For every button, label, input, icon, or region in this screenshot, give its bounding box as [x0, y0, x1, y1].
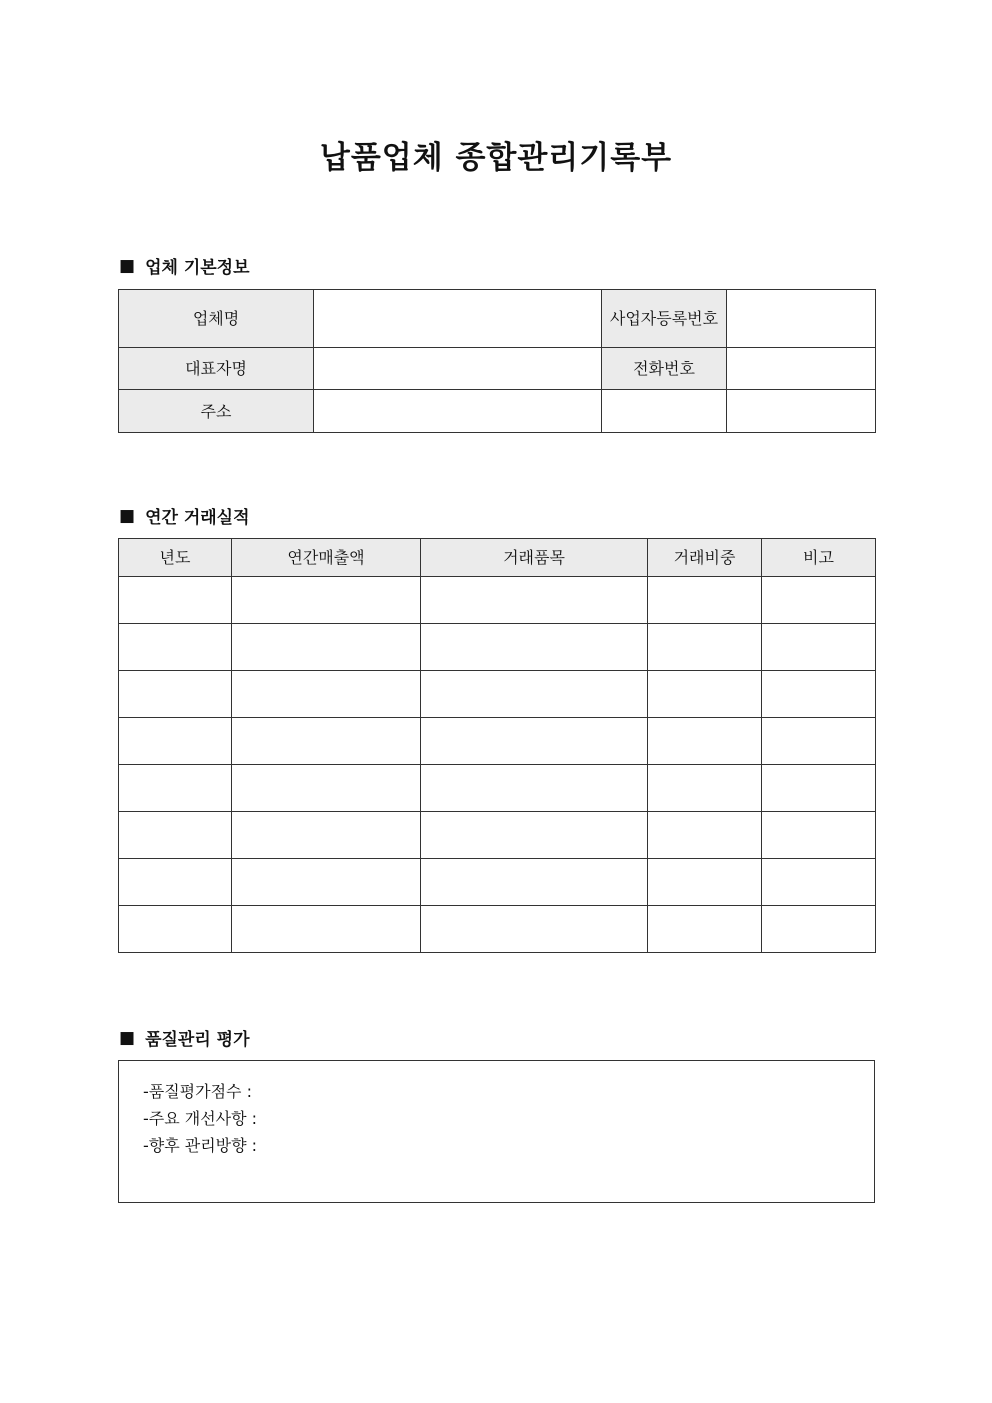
table-row — [119, 624, 876, 671]
items-cell[interactable] — [421, 906, 648, 953]
items-cell[interactable] — [421, 671, 648, 718]
share-cell[interactable] — [648, 812, 762, 859]
table-row — [119, 390, 876, 433]
share-cell[interactable] — [648, 906, 762, 953]
business-reg-no-field[interactable] — [727, 290, 876, 348]
remarks-cell[interactable] — [762, 765, 876, 812]
column-header-items: 거래품목 — [421, 539, 648, 577]
annual-performance-table — [118, 538, 876, 953]
label-business-reg-no: 사업자등록번호 — [602, 290, 727, 348]
table-row — [119, 290, 876, 348]
page-title: 납품업체 종합관리기록부 — [319, 140, 673, 176]
annual-sales-cell[interactable] — [232, 859, 421, 906]
remarks-cell[interactable] — [762, 577, 876, 624]
basic-info-table — [118, 289, 876, 433]
annual-sales-cell[interactable] — [232, 577, 421, 624]
remarks-cell[interactable] — [762, 671, 876, 718]
section-heading-annual-performance — [119, 503, 250, 528]
table-row — [119, 765, 876, 812]
table-row — [119, 906, 876, 953]
square-bullet-icon: ■ — [119, 1027, 136, 1048]
items-cell[interactable] — [421, 718, 648, 765]
column-header-year: 년도 — [119, 539, 232, 577]
section-title: 품질관리 평가 — [145, 1030, 250, 1050]
items-cell[interactable] — [421, 859, 648, 906]
annual-sales-cell[interactable] — [232, 906, 421, 953]
annual-sales-cell[interactable] — [232, 671, 421, 718]
future-direction-line: -향후 관리방향 : — [143, 1136, 258, 1155]
table-row — [119, 718, 876, 765]
share-cell[interactable] — [648, 718, 762, 765]
remarks-cell[interactable] — [762, 718, 876, 765]
remarks-cell[interactable] — [762, 906, 876, 953]
items-cell[interactable] — [421, 812, 648, 859]
address-extra-field[interactable] — [727, 390, 876, 433]
annual-sales-cell[interactable] — [232, 812, 421, 859]
year-cell[interactable] — [119, 624, 232, 671]
items-cell[interactable] — [421, 765, 648, 812]
section-title: 연간 거래실적 — [145, 508, 250, 528]
label-phone: 전화번호 — [602, 348, 727, 390]
share-cell[interactable] — [648, 671, 762, 718]
annual-sales-cell[interactable] — [232, 624, 421, 671]
section-title: 업체 기본정보 — [145, 258, 250, 278]
address-field[interactable] — [314, 390, 602, 433]
share-cell[interactable] — [648, 765, 762, 812]
column-header-remarks: 비고 — [762, 539, 876, 577]
annual-performance-body — [119, 577, 876, 953]
year-cell[interactable] — [119, 671, 232, 718]
remarks-cell[interactable] — [762, 812, 876, 859]
year-cell[interactable] — [119, 577, 232, 624]
year-cell[interactable] — [119, 906, 232, 953]
address-extra-field[interactable] — [602, 390, 727, 433]
share-cell[interactable] — [648, 859, 762, 906]
year-cell[interactable] — [119, 718, 232, 765]
label-company-name: 업체명 — [119, 290, 314, 348]
year-cell[interactable] — [119, 765, 232, 812]
table-row — [119, 859, 876, 906]
items-cell[interactable] — [421, 624, 648, 671]
label-representative: 대표자명 — [119, 348, 314, 390]
share-cell[interactable] — [648, 577, 762, 624]
annual-sales-cell[interactable] — [232, 765, 421, 812]
column-header-share: 거래비중 — [648, 539, 762, 577]
label-address: 주소 — [119, 390, 314, 433]
quality-eval-box[interactable] — [118, 1060, 875, 1203]
table-header-row — [119, 539, 876, 577]
square-bullet-icon: ■ — [119, 505, 136, 526]
column-header-annual-sales: 연간매출액 — [232, 539, 421, 577]
share-cell[interactable] — [648, 624, 762, 671]
remarks-cell[interactable] — [762, 624, 876, 671]
improvement-line: -주요 개선사항 : — [143, 1109, 258, 1128]
year-cell[interactable] — [119, 812, 232, 859]
annual-sales-cell[interactable] — [232, 718, 421, 765]
representative-field[interactable] — [314, 348, 602, 390]
phone-field[interactable] — [727, 348, 876, 390]
section-heading-basic-info — [119, 253, 250, 278]
table-row — [119, 812, 876, 859]
company-name-field[interactable] — [314, 290, 602, 348]
section-heading-quality-eval — [119, 1025, 250, 1050]
square-bullet-icon: ■ — [119, 255, 136, 276]
remarks-cell[interactable] — [762, 859, 876, 906]
items-cell[interactable] — [421, 577, 648, 624]
year-cell[interactable] — [119, 859, 232, 906]
table-row — [119, 577, 876, 624]
table-row — [119, 348, 876, 390]
table-row — [119, 671, 876, 718]
quality-score-line: -품질평가점수 : — [143, 1082, 252, 1101]
